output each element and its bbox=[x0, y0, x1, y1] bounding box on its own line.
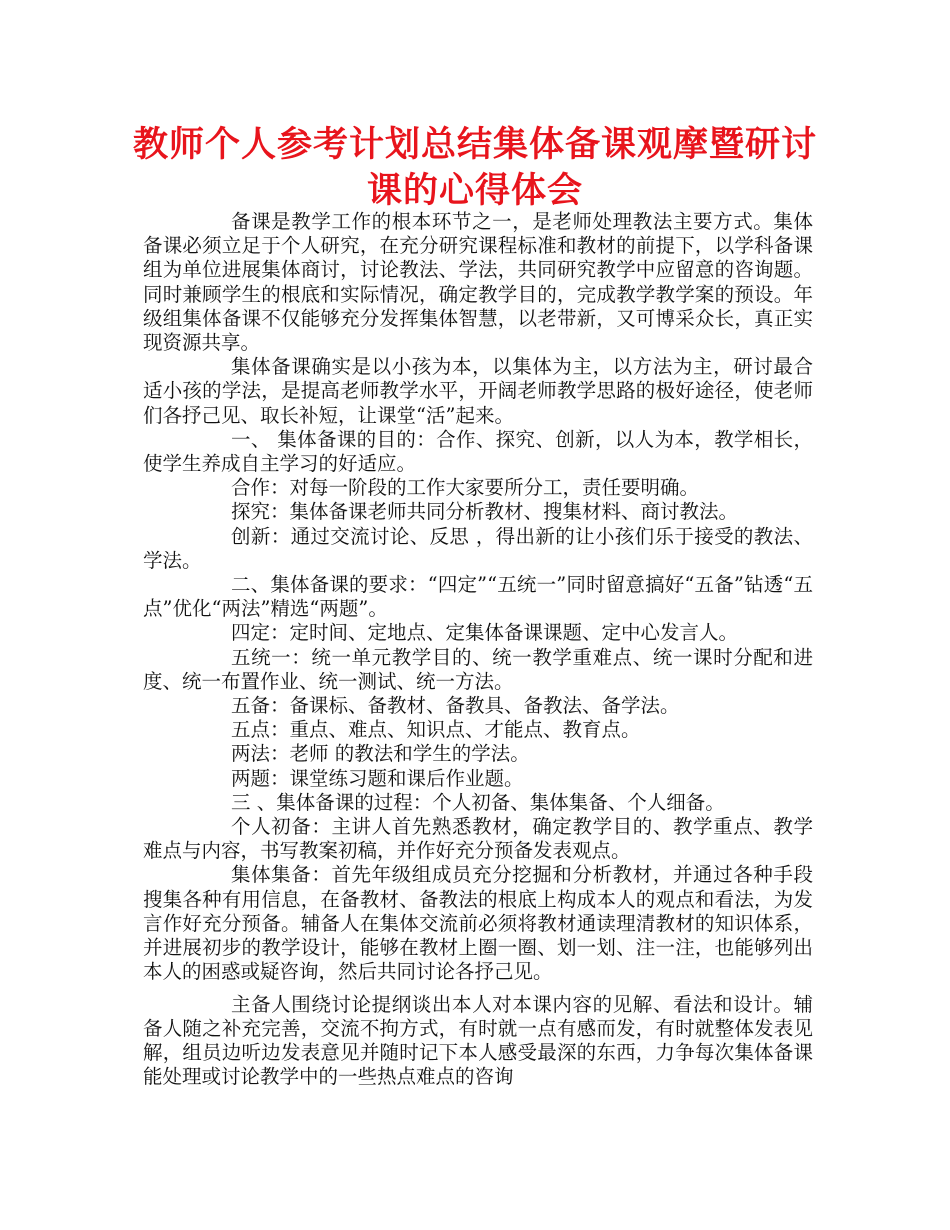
paragraph: 两题：课堂练习题和课后作业题。 bbox=[231, 766, 524, 790]
document-body bbox=[143, 210, 813, 1089]
paragraph: 三 、集体备课的过程：个人初备、集体集备、个人细备。 bbox=[231, 790, 725, 814]
paragraph: 五备：备课标、备教材、备教具、备教法、备学法。 bbox=[231, 694, 680, 718]
paragraph: 合作：对每一阶段的工作大家要所分工，责任要明确。 bbox=[231, 476, 700, 500]
paragraph: 二、集体备课的要求：“四定”“五统一”同时留意搞好“五备”钻透“五点”优化“两法”精选“两题”。 bbox=[143, 573, 813, 621]
paragraph: 集体备课确实是以小孩为本，以集体为主，以方法为主，研讨最合适小孩的学法，是提高老师教学水平，开阔老师教学思路的极好途径，使老师们各抒己见、取长补短，让课堂“活”起来。 bbox=[143, 355, 813, 427]
paragraph: 探究：集体备课老师共同分析教材、搜集材料、商讨教法。 bbox=[231, 500, 739, 524]
paragraph: 创新：通过交流讨论、反思 ，得出新的让小孩们乐于接受的教法、学法。 bbox=[143, 524, 813, 572]
paragraph: 个人初备：主讲人首先熟悉教材，确定教学目的、教学重点、教学难点与内容，书写教案初稿，并作好充分预备发表观点。 bbox=[143, 815, 813, 863]
paragraph: 主备人围绕讨论提纲谈出本人对本课内容的见解、看法和设计。辅备人随之补充完善，交流不拘方式，有时就一点有感而发，有时就整体发表见解，组员边听边发表意见并随时记下本人感受最深的东西，力争每次集体备课能处理或讨论教学中的一些热点难点的咨询 bbox=[143, 992, 813, 1089]
paragraph: 五点：重点、难点、知识点、才能点、教育点。 bbox=[231, 718, 641, 742]
paragraph: 备课是教学工作的根本环节之一，是老师处理教法主要方式。集体备课必须立足于个人研究，在充分研究课程标准和教材的前提下，以学科备课组为单位进展集体商讨，讨论教法、学法，共同研究教学中应留意的咨询题。同时兼顾学生的根底和实际情况，确定教学目的，完成教学教学案的预设。年级组集体备课不仅能够充分发挥集体智慧，以老带新，又可博采众长，真正实现资源共享。 bbox=[143, 210, 813, 355]
paragraph: 一、 集体备课的目的：合作、探究、创新，以人为本，教学相长，使学生养成自主学习的好适应。 bbox=[143, 427, 813, 476]
paragraph: 四定：定时间、定地点、定集体备课课题、定中心发言人。 bbox=[231, 621, 739, 645]
paragraph: 五统一：统一单元教学目的、统一教学重难点、统一课时分配和进度、统一布置作业、统一测试、统一方法。 bbox=[143, 645, 813, 693]
document-title: 教师个人参考计划总结集体备课观摩暨研讨课的心得体会 bbox=[132, 125, 817, 211]
paragraph: 集体集备：首先年级组成员充分挖掘和分析教材，并通过各种手段搜集各种有用信息，在备教材、备教法的根底上构成本人的观点和看法，为发言作好充分预备。辅备人在集体交流前必须将教材通读理清教材的知识体系，并进展初步的教学设计，能够在教材上圈一圈、划一划、注一注，也能够列出本人的困惑或疑咨询，然后共同讨论各抒己见。 bbox=[143, 863, 813, 984]
paragraph: 两法：老师 的教法和学生的学法。 bbox=[231, 742, 530, 766]
